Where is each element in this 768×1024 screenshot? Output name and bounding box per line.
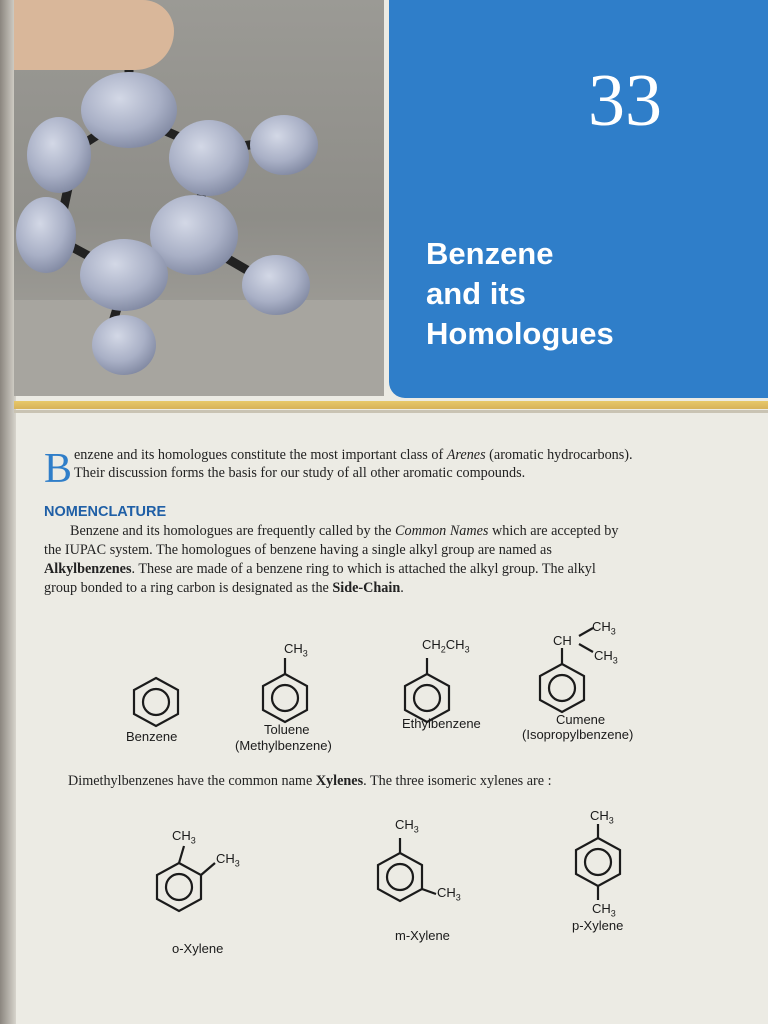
m-xylene-label: m-Xylene	[395, 928, 450, 943]
chapter-title-line-2: and its	[426, 276, 526, 311]
paragraph-line-3	[44, 561, 596, 578]
paragraph-text: . These are made of a benzene ring to which is attached the alkyl group. The alkyl	[131, 561, 596, 577]
p-xylene-ring	[576, 824, 620, 900]
side-chain-term: Side-Chain	[332, 580, 401, 596]
common-names-term: Common Names	[395, 523, 489, 539]
drop-cap: B	[44, 446, 73, 492]
paragraph-text: group bonded to a ring carbon is designated as the	[44, 580, 333, 596]
m-xylene-ring	[378, 838, 436, 901]
o-xylene-group-2: $CH_3$	[216, 851, 240, 869]
intro-line-2: Their discussion forms the basis for our study of all other aromatic compounds.	[74, 465, 526, 481]
p-xylene-group-1: $CH_3$	[590, 808, 614, 826]
toluene-group: $CH_3$	[284, 641, 308, 659]
toluene-ring	[263, 658, 307, 722]
m-xylene-group-1: $CH_3$	[395, 817, 419, 835]
cumene-group-ch: CH	[553, 633, 572, 648]
paragraph-text: Benzene and its homologues are frequently called by the	[70, 523, 396, 539]
toluene-label: Toluene	[264, 722, 310, 737]
o-xylene-label: o-Xylene	[172, 941, 224, 956]
xylenes-intro	[68, 773, 552, 790]
paragraph-text: .	[400, 580, 404, 596]
toluene-alt-label: (Methylbenzene)	[235, 738, 332, 753]
xylenes-intro-text: . The three isomeric xylenes are :	[363, 773, 552, 789]
paragraph-line-1	[70, 523, 618, 540]
chapter-title	[426, 234, 726, 354]
cumene-label: Cumene	[556, 712, 606, 727]
chapter-title-line-3: Homologues	[426, 316, 614, 351]
p-xylene-group-2: $CH_3$	[592, 901, 616, 919]
chapter-number: 33	[588, 60, 662, 142]
paragraph-text: which are accepted by	[488, 523, 619, 539]
ethylbenzene-ring	[405, 658, 449, 722]
chapter-title-line-1: Benzene	[426, 236, 554, 271]
arenes-term: Arenes	[446, 447, 486, 463]
intro-line-1	[74, 447, 633, 464]
xylene-structures	[0, 800, 768, 940]
intro-text: enzene and its homologues constitute the most important class of	[74, 447, 447, 463]
m-xylene-group-2: $CH_3$	[437, 885, 461, 903]
benzene-label: Benzene	[126, 729, 178, 744]
alkylbenzenes-term: Alkylbenzenes	[44, 561, 132, 577]
hand-holding-model	[14, 0, 174, 70]
section-heading-nomenclature: NOMENCLATURE	[44, 504, 167, 520]
ethylbenzene-label: Ethylbenzene	[402, 716, 481, 731]
o-xylene-group-1: $CH_3$	[172, 828, 196, 846]
intro-text: (aromatic hydrocarbons).	[485, 447, 633, 463]
paragraph-line-2: the IUPAC system. The homologues of benzene having a single alkyl group are named as	[44, 542, 552, 558]
xylenes-term: Xylenes	[315, 773, 364, 789]
cumene-group-bottom: $CH_3$	[594, 648, 618, 666]
p-xylene-label: p-Xylene	[572, 918, 624, 933]
o-xylene-ring	[157, 846, 215, 911]
ethylbenzene-group: $CH_2CH_3$	[422, 637, 470, 655]
alkylbenzene-structures	[0, 600, 768, 770]
paragraph-line-4	[44, 580, 404, 597]
benzene-ring	[134, 678, 178, 726]
cumene-group-top: $CH_3$	[592, 619, 616, 637]
header-divider-shadow	[14, 410, 768, 413]
cumene-alt-label: (Isopropylbenzene)	[522, 727, 634, 742]
header-divider	[14, 401, 768, 409]
xylenes-intro-text: Dimethylbenzenes have the common name	[68, 773, 316, 789]
